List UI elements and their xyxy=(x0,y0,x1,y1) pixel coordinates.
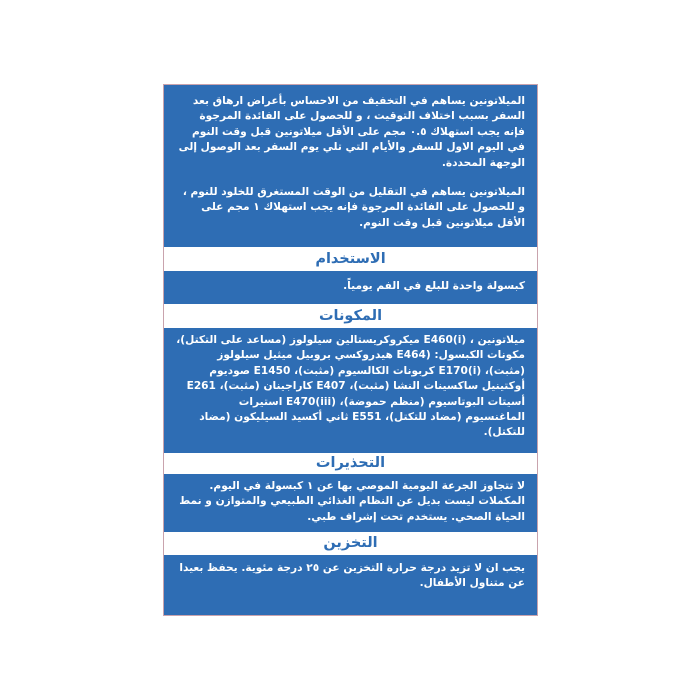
usage-block xyxy=(164,271,537,304)
warnings-block xyxy=(164,474,537,532)
storage-text: يجب ان لا تزيد درجة حرارة التخزين عن ٢٥ درجة مئوية. يحفظ بعيدا عن متناول الأطفال. xyxy=(179,562,525,590)
usage-text: كبسولة واحدة للبلع في الفم يومياً. xyxy=(343,280,525,292)
product-label-panel xyxy=(163,84,538,616)
ingredients-heading: المكونات xyxy=(318,308,383,324)
ingredients-text: ميلاتونين ، (i)E460 ميكروكريستالين سيلولوز (مساعد على التكتل)، مكونات الكبسول: (E464 هيدروكسي بروبيل ميثيل سيلولوز (مثبت)، E170(i) كربونات الكالسيوم (مثبت)، E1450 صوديوم أوكتينيل ساكسينات النشا (مثبت)، E407 كاراجينان (مثبت)، E261 أسيتات البوتاسيوم (منظم حموضة)، E470(iii) استيرات الماغنسيوم (مضاد للتكتل)، E551 ثاني أكسيد السيليكون (مضاد للتكتل). xyxy=(176,334,525,439)
ingredients-block xyxy=(164,328,537,453)
usage-heading: الاستخدام xyxy=(315,251,386,267)
intro-paragraph-sleep: الميلاتونين يساهم في التقليل من الوقت المستغرق للخلود للنوم ، و للحصول على الفائدة المرجوة فإنه يجب استهلاك ١ مجم على الأقل ميلاتونين قبل وقت النوم. xyxy=(182,186,525,229)
intro-paragraph-jetlag: الميلاتونين يساهم في التخفيف من الاحساس بأعراض ارهاق بعد السفر بسبب اختلاف التوقيت ، و للحصول على الفائدة المرجوة فإنه يجب استهلاك ٠.٥ مجم على الأقل ميلاتونين قبل وقت النوم في اليوم الاول للسفر والأيام التي تلي يوم السفر بعد الوصول إلى الوجهة المحددة. xyxy=(178,95,525,169)
storage-heading: التخزين xyxy=(323,535,378,551)
warnings-text: لا تتجاوز الجرعة اليومية الموصي بها عن ١ كبسولة في اليوم. المكملات ليست بديل عن النظام الغذائي الطبيعي والمتوازن و نمط الحياة الصحي. يستخدم تحت إشراف طبي. xyxy=(179,480,525,523)
intro-block xyxy=(164,85,537,247)
warnings-heading: التحذيرات xyxy=(315,455,386,471)
storage-block xyxy=(164,555,537,615)
